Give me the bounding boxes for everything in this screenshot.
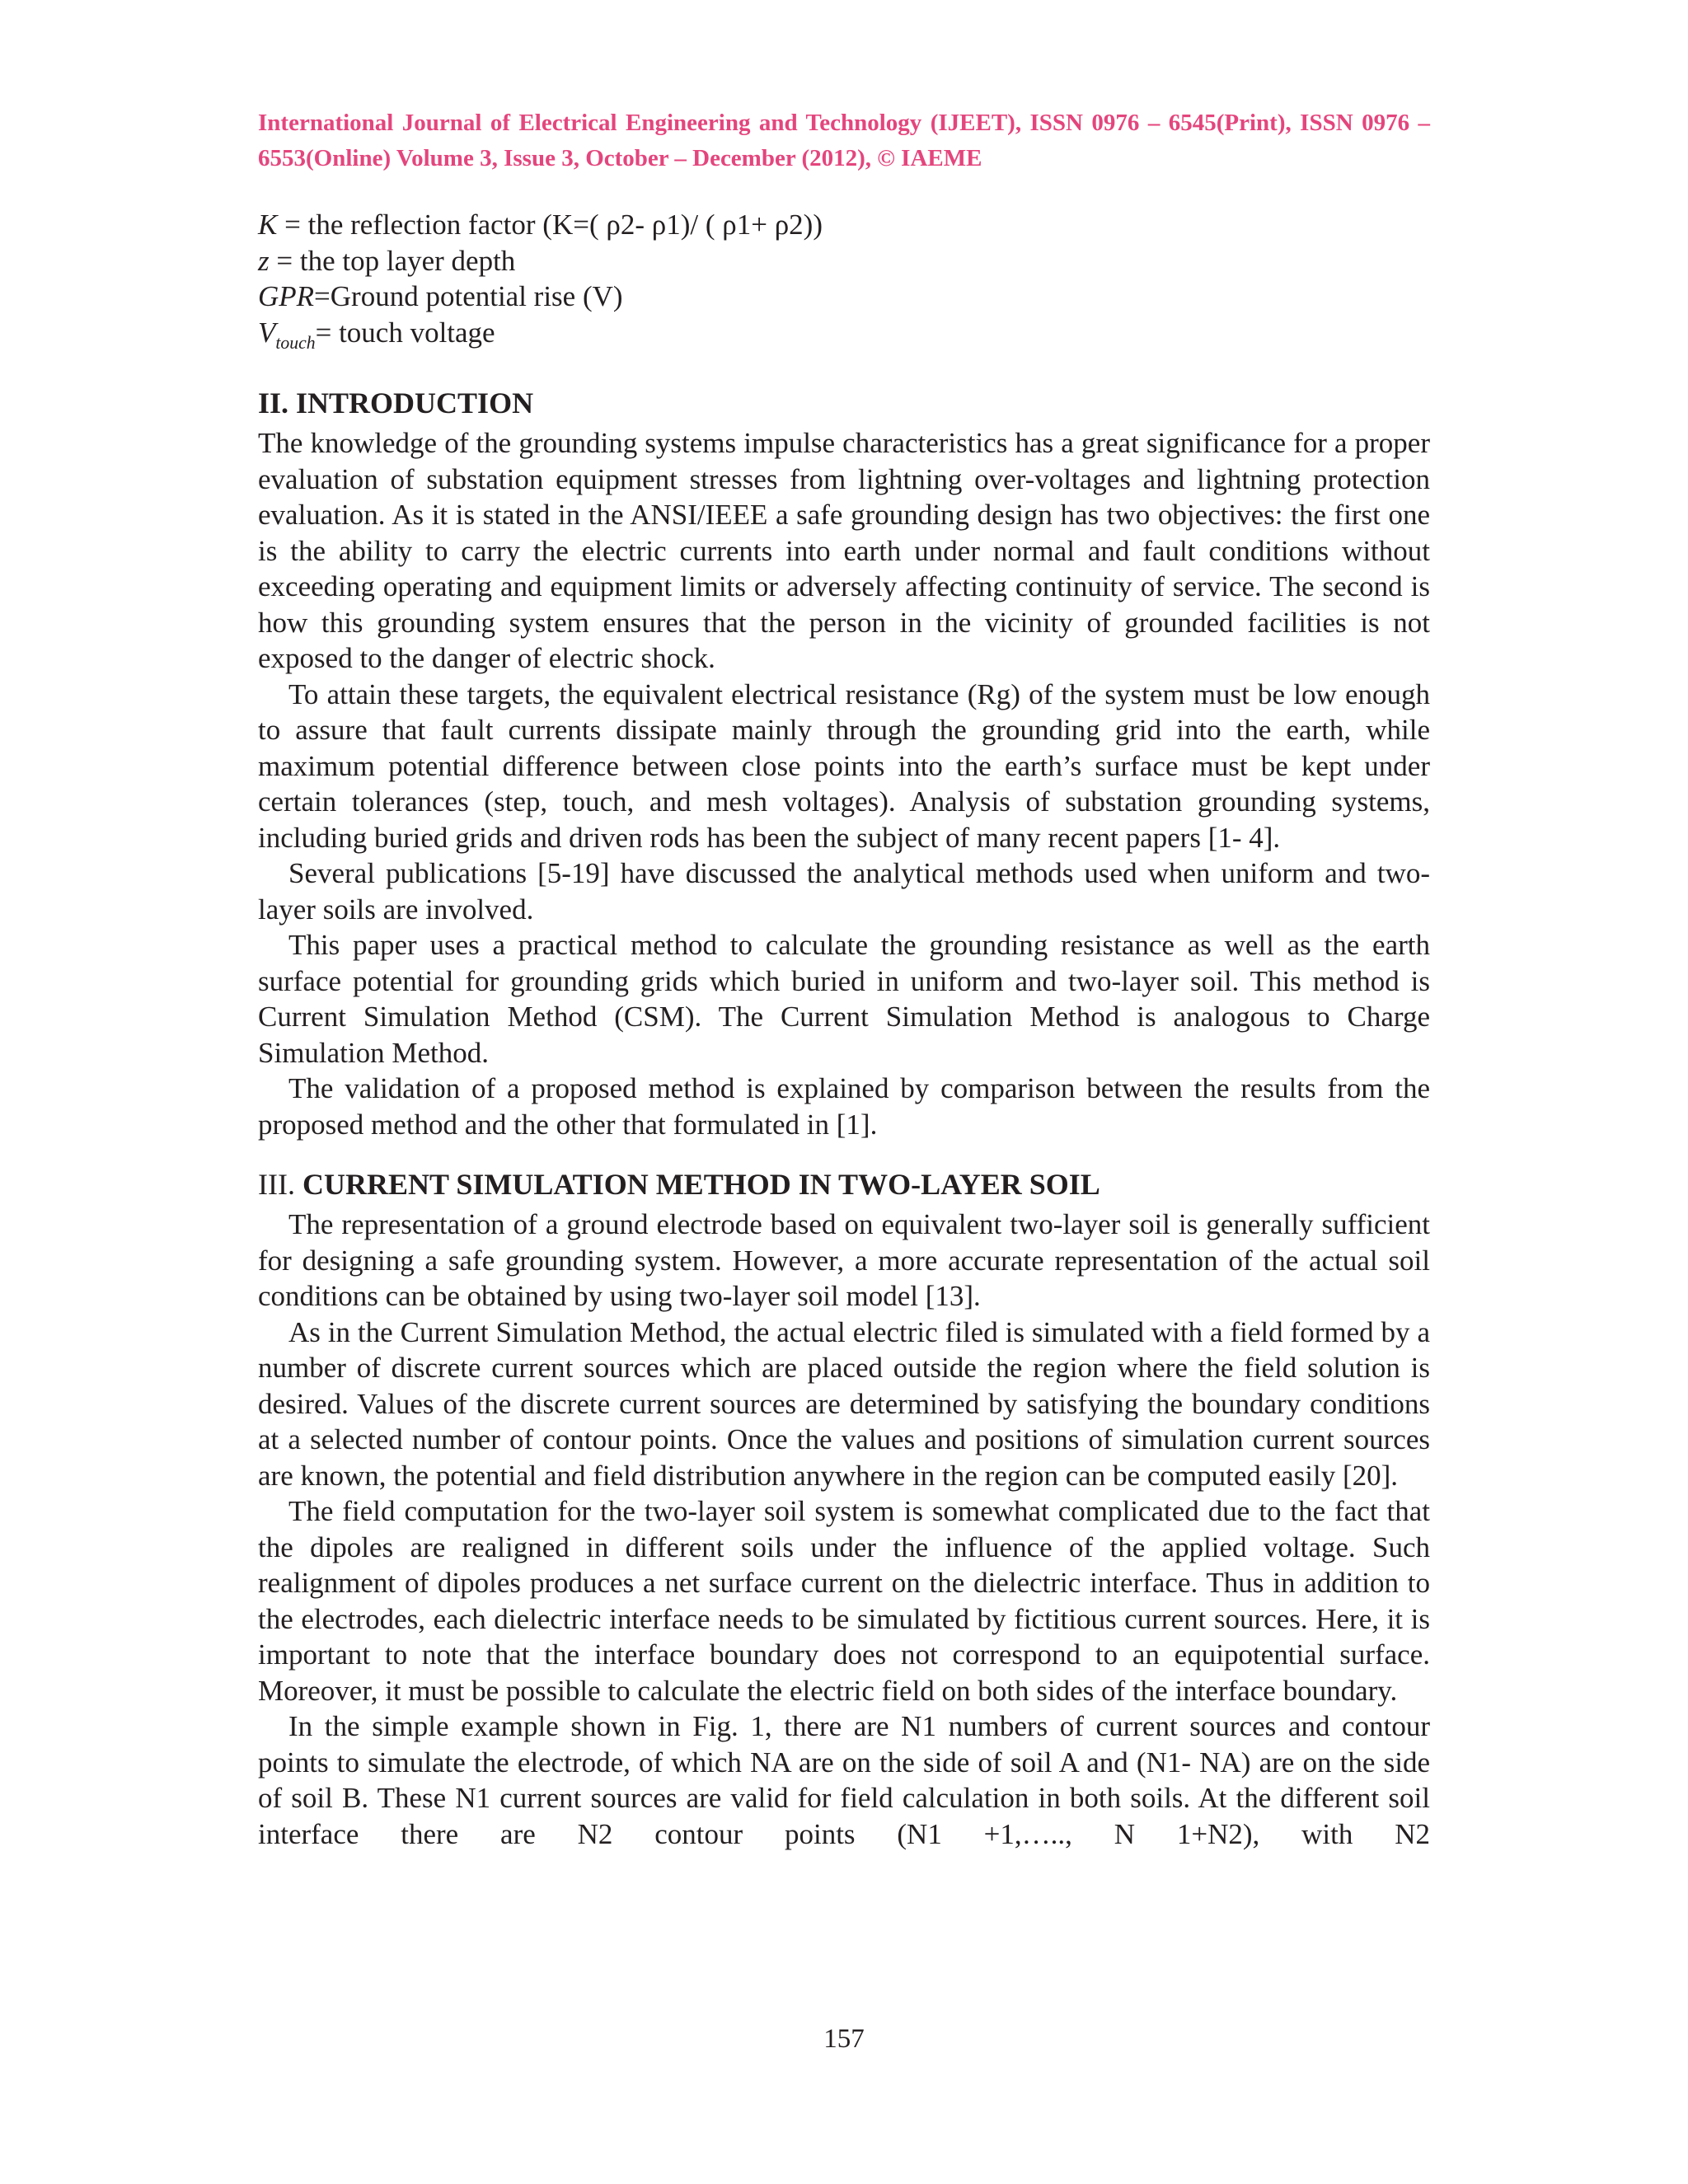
paragraph: As in the Current Simulation Method, the actual electric filed is simulated with a field formed by a number of discrete current sources which are placed outside the region where the field solution is desired. Values of the discrete current sources are determined by satisfying the boundary conditions at a selected number of contour points. Once the values and positions of simulation current sources are known, the potential and field distribution anywhere in the region can be computed easily [20]. [258, 1315, 1430, 1492]
nomenclature-item-gpr: GPR=Ground potential rise (V) [258, 280, 623, 312]
paragraph: The representation of a ground electrode based on equivalent two-layer soil is generally sufficient for designing a safe grounding system. However, a more accurate representation of the actual soil conditions can be obtained by using two-layer soil model [13]. [258, 1208, 1430, 1312]
section-heading-csm: III. CURRENT SIMULATION METHOD IN TWO-LAYER SOIL [258, 1168, 1100, 1201]
paragraph: To attain these targets, the equivalent electrical resistance (Rg) of the system must be low enough to assure that fault currents dissipate mainly through the grounding grid into the earth, while maximum potential difference between close points into the earth’s surface must be kept under certain tolerances (step, touch, and mesh voltages). Analysis of substation grounding systems, including buried grids and driven rods has been the subject of many recent papers [1- 4]. [258, 677, 1430, 854]
paragraph: The field computation for the two-layer soil system is somewhat complicated due to the fact that the dipoles are realigned in different soils under the influence of the applied voltage. Such realignment of dipoles produces a net surface current on the dielectric interface. Thus in addition to the electrodes, each dielectric interface needs to be simulated by fictitious current sources. Here, it is important to note that the interface boundary does not correspond to an equipotential surface. Moreover, it must be possible to calculate the electric field on both sides of the interface boundary. [258, 1495, 1430, 1707]
page-number: 157 [823, 2024, 865, 2054]
paragraph: Several publications [5-19] have discussed the analytical methods used when uniform and two-layer soils are involved. [258, 857, 1430, 926]
section-heading-introduction: II. INTRODUCTION [258, 387, 534, 419]
journal-header: International Journal of Electrical Engineering and Technology (IJEET), ISSN 0976 – 6545(Print), ISSN 0976 – 6553(Online) Volume 3, Issue 3, October – December (2012), © IAEME [258, 110, 1430, 171]
nomenclature-item-z: z = the top layer depth [258, 244, 516, 277]
paragraph: This paper uses a practical method to calculate the grounding resistance as well as the earth surface potential for grounding grids which buried in uniform and two-layer soil. This method is Current Simulation Method (CSM). The Current Simulation Method is analogous to Charge Simulation Method. [258, 929, 1430, 1069]
paragraph: The validation of a proposed method is explained by comparison between the results from the proposed method and the other that formulated in [1]. [258, 1072, 1430, 1141]
paragraph: In the simple example shown in Fig. 1, there are N1 numbers of current sources and contour points to simulate the electrode, of which NA are on the side of soil A and (N1- NA) are on the side of soil B. These N1 current sources are valid for field calculation in both soils. At the different soil interface there are N2 contour points (N1 +1,….., N 1+N2), with N2 [258, 1710, 1430, 1850]
paper-page [258, 105, 1430, 1852]
nomenclature-item-vtouch: $V_{touch}=$ touch voltage [258, 316, 495, 353]
nomenclature-item-k: K = the reflection factor (K=( ρ2- ρ1)/ ( ρ1+ ρ2)) [258, 209, 823, 241]
paragraph: The knowledge of the grounding systems impulse characteristics has a great significance for a proper evaluation of substation equipment stresses from lightning over-voltages and lightning protection evaluation. As it is stated in the ANSI/IEEE a safe grounding design has two objectives: the first one is the ability to carry the electric currents into earth under normal and fault conditions without exceeding operating and equipment limits or adversely affecting continuity of service. The second is how this grounding system ensures that the person in the vicinity of grounded facilities is not exposed to the danger of electric shock. [258, 427, 1430, 674]
nomenclature-list [258, 207, 1430, 361]
